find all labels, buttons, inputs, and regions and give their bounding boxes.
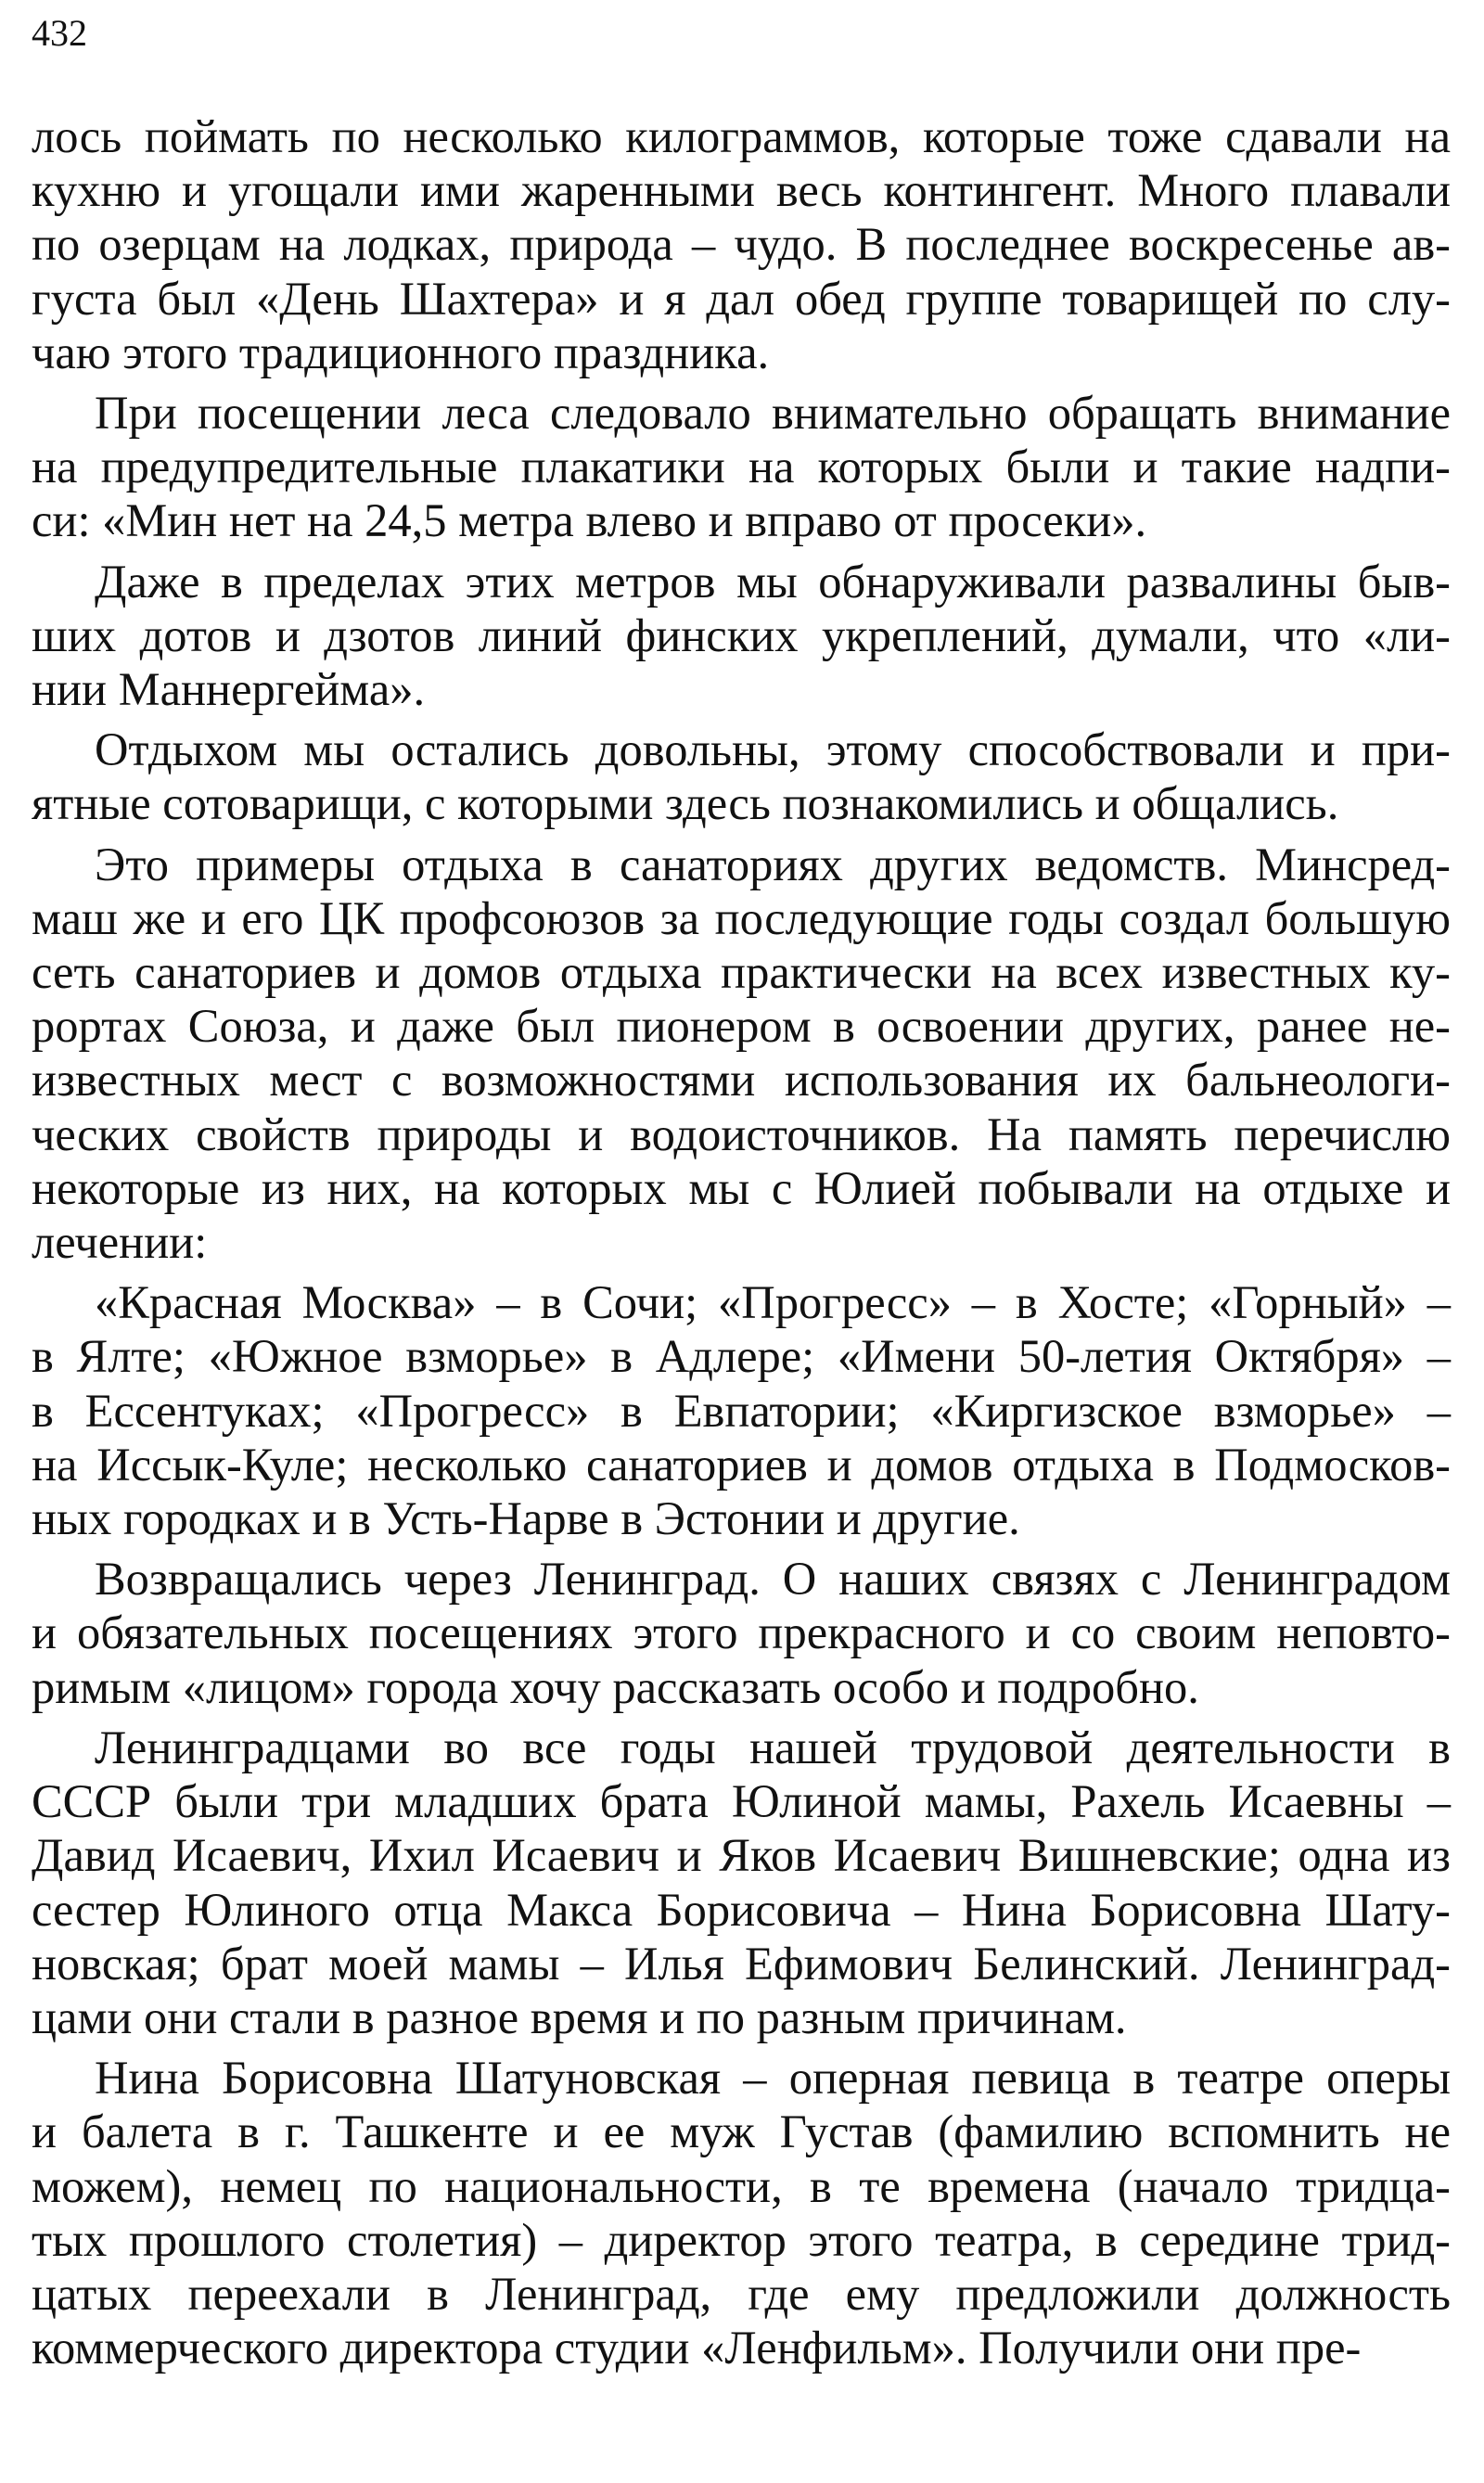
text-line: сеть санаториев и домов отдыха практически на всех известных ку-: [32, 946, 1451, 999]
paragraph-gap: [32, 1545, 1451, 1552]
text-line: ных городках и в Усть-Нарве в Эстонии и другие.: [32, 1492, 1020, 1545]
text-line: лечении:: [32, 1216, 208, 1269]
text-line: и обязательных посещениях этого прекрасного и со своим неповто-: [32, 1606, 1451, 1659]
paragraph-gap: [32, 1269, 1451, 1275]
text-line: на предупредительные плакатики на которых были и такие надпи-: [32, 441, 1451, 493]
paragraph: [32, 723, 1451, 830]
text-line: в Ялте; «Южное взморье» в Адлере; «Имени 50-летия Октября» –: [32, 1330, 1451, 1383]
text-line: рортах Союза, и даже был пионером в освоении других, ранее не-: [32, 1000, 1451, 1053]
text-line: цами они стали в разное время и по разным причинам.: [32, 1990, 1127, 2043]
text-line: Возвращались через Ленинград. О наших связях с Ленинградом: [95, 1553, 1451, 1606]
text-line: СССР были три младших брата Юлиной мамы, Рахель Исаевны –: [32, 1775, 1451, 1828]
text-line: Это примеры отдыха в санаториях других ведомств. Минсред-: [95, 838, 1451, 890]
text-line: известных мест с возможностями использования их бальнеологи-: [32, 1054, 1451, 1107]
paragraph: [32, 838, 1451, 1270]
paragraph-gap: [32, 831, 1451, 838]
text-line: коммерческого директора студии «Ленфильм». Получили они пре-: [32, 2322, 1362, 2374]
text-line: Ленинградцами во все годы нашей трудовой деятельности в: [95, 1721, 1451, 1773]
paragraph: [32, 555, 1451, 717]
paragraph: [32, 2051, 1451, 2374]
text-line: При посещении леса следовало внимательно обращать внимание: [95, 387, 1451, 440]
text-line: нии Маннергейма».: [32, 663, 426, 716]
paragraph: [32, 386, 1451, 548]
paragraph: [32, 109, 1451, 379]
text-line: Даже в пределах этих метров мы обнаруживали развалины быв-: [95, 555, 1451, 608]
text-line: густа был «День Шахтера» и я дал обед группе товарищей по слу-: [32, 272, 1451, 325]
text-line: и балета в г. Ташкенте и ее муж Густав (фамилию вспомнить не: [32, 2105, 1451, 2158]
text-line: тых прошлого столетия) – директор этого театра, в середине трид-: [32, 2213, 1451, 2266]
text-line: Нина Борисовна Шатуновская – оперная певица в театре оперы: [95, 2052, 1451, 2105]
text-line: ческих свойств природы и водоисточников. На память перечислю: [32, 1107, 1451, 1160]
text-line: маш же и его ЦК профсоюзов за последующие годы создал большую: [32, 891, 1451, 944]
text-line: в Ессентуках; «Прогресс» в Евпатории; «Киргизское взморье» –: [32, 1384, 1451, 1437]
text-line: ших дотов и дзотов линий финских укреплений, думали, что «ли-: [32, 608, 1451, 661]
page-number: 432: [32, 12, 87, 54]
paragraph: [32, 1552, 1451, 1714]
text-line: новская; брат моей мамы – Илья Ефимович Белинский. Ленинград-: [32, 1937, 1451, 1990]
text-line: Отдыхом мы остались довольны, этому способствовали и при-: [95, 723, 1451, 776]
text-line: «Красная Москва» – в Сочи; «Прогресс» – в Хосте; «Горный» –: [95, 1276, 1451, 1329]
page-body-text: [32, 109, 1451, 2374]
text-line: Давид Исаевич, Ихил Исаевич и Яков Исаевич Вишневские; одна из: [32, 1829, 1451, 1882]
paragraph-gap: [32, 548, 1451, 555]
text-line: можем), немец по национальности, в те времена (начало тридца-: [32, 2159, 1451, 2212]
paragraph-gap: [32, 716, 1451, 723]
paragraph-gap: [32, 2044, 1451, 2051]
paragraph-gap: [32, 379, 1451, 386]
text-line: на Иссык-Куле; несколько санаториев и домов отдыха в Подмосков-: [32, 1438, 1451, 1491]
text-line: си: «Мин нет на 24,5 метра влево и вправо от просеки».: [32, 494, 1147, 547]
text-line: по озерцам на лодках, природа – чудо. В последнее воскресенье ав-: [32, 218, 1451, 271]
text-line: цатых переехали в Ленинград, где ему предложили должность: [32, 2267, 1451, 2320]
text-line: сестер Юлиного отца Макса Борисовича – Нина Борисовна Шату-: [32, 1883, 1451, 1936]
text-line: чаю этого традиционного праздника.: [32, 326, 770, 378]
text-line: лось поймать по несколько килограммов, которые тоже сдавали на: [32, 110, 1451, 162]
text-line: кухню и угощали ими жаренными весь контингент. Много плавали: [32, 164, 1451, 217]
paragraph-gap: [32, 1714, 1451, 1721]
paragraph: [32, 1721, 1451, 2044]
paragraph: [32, 1275, 1451, 1545]
text-line: некоторые из них, на которых мы с Юлией побывали на отдыхе и: [32, 1161, 1451, 1214]
text-line: римым «лицом» города хочу рассказать особо и подробно.: [32, 1660, 1199, 1713]
text-line: ятные сотоварищи, с которыми здесь познакомились и общались.: [32, 777, 1339, 830]
